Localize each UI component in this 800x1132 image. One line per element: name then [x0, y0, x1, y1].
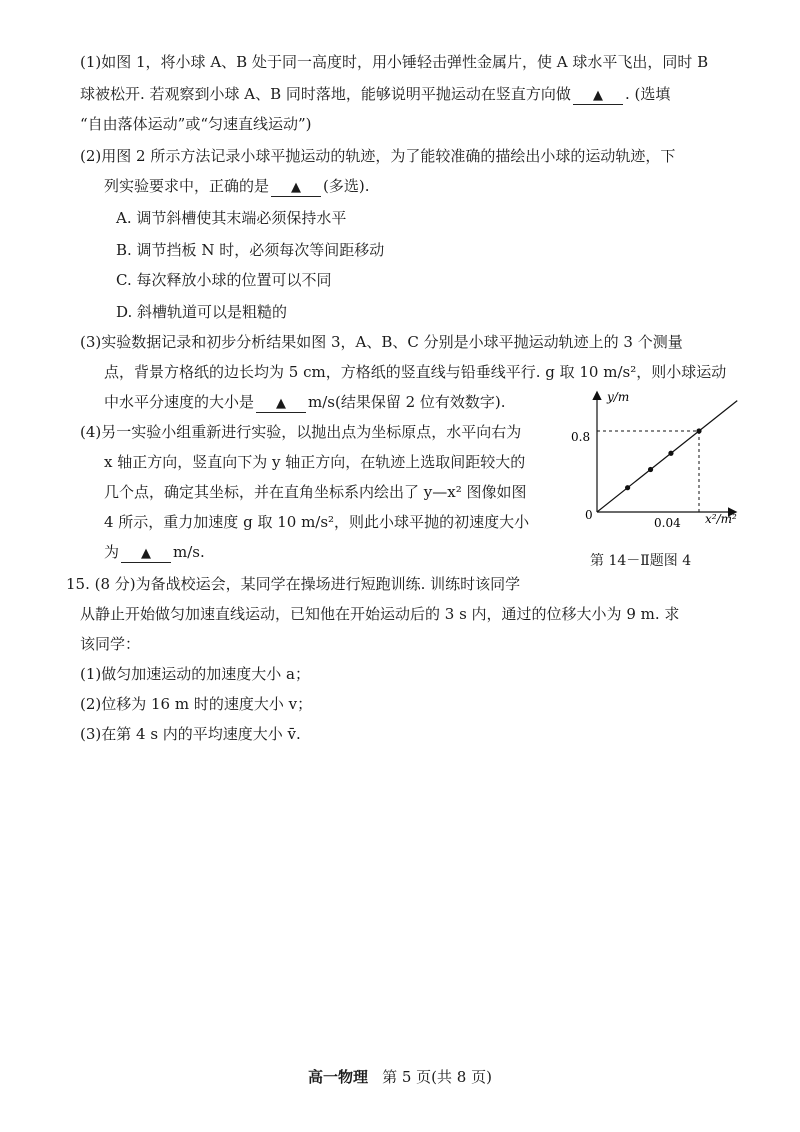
q14-p4-line1: (4)另一实验小组重新进行实验，以抛出点为坐标原点，水平向右为 — [80, 423, 522, 441]
q14-p3-line2: 点，背景方格纸的边长均为 5 cm，方格纸的竖直线与铅垂线平行. g 取 10 m/s²，则小球运动 — [104, 363, 727, 381]
data-point-1 — [625, 485, 630, 490]
q14-p3-line3-text: 中水平分速度的大小是 — [104, 393, 255, 411]
option-a: A. 调节斜槽使其末端必须保持水平 — [116, 209, 347, 227]
page-footer — [0, 1066, 800, 1087]
data-point-3 — [668, 451, 673, 456]
data-point-4 — [696, 428, 701, 433]
q14-p4-line2: x 轴正方向，竖直向下为 y 轴正方向，在轨迹上选取间距较大的 — [104, 453, 526, 471]
q15-sub1: (1)做匀加速运动的加速度大小 a； — [80, 665, 310, 683]
figure-4-chart — [565, 387, 745, 547]
triangle-icon: ▲ — [592, 88, 603, 103]
option-c: C. 每次释放小球的位置可以不同 — [116, 271, 332, 289]
data-point-2 — [648, 467, 653, 472]
q15-sub3: (3)在第 4 s 内的平均速度大小 v̄. — [80, 725, 301, 743]
q14-p2-line2-text: 列实验要求中，正确的是 — [104, 177, 270, 195]
y-axis-label: y/m — [607, 390, 630, 404]
footer-subject: 高一物理 — [308, 1068, 369, 1086]
q14-p1-line3: “自由落体运动”或“匀速直线运动”) — [80, 115, 312, 133]
x-axis-label: x²/m² — [705, 512, 737, 526]
q14-p4-line5 — [104, 542, 205, 563]
q14-p4-line4: 4 所示，重力加速度 g 取 10 m/s²，则此小球平抛的初速度大小 — [104, 513, 530, 531]
y-tick-label: 0.8 — [571, 430, 591, 444]
q14-p4-line5-text: 为 — [104, 543, 120, 561]
q14-p1-line2-tail: . (选填 — [624, 85, 671, 103]
answer-blank-2[interactable] — [271, 178, 321, 197]
triangle-icon: ▲ — [276, 396, 287, 411]
q14-p1-line2 — [80, 84, 670, 105]
triangle-icon: ▲ — [141, 546, 152, 561]
q14-p3-line1: (3)实验数据记录和初步分析结果如图 3，A、B、C 分别是小球平抛运动轨迹上的 3 个测量 — [80, 333, 683, 351]
q15-line3: 该同学： — [80, 635, 141, 653]
origin-label: 0 — [585, 508, 593, 522]
fit-line — [597, 401, 737, 512]
answer-blank-4[interactable] — [121, 544, 171, 563]
q15-line2: 从静止开始做匀加速直线运动，已知他在开始运动后的 3 s 内，通过的位移大小为 9 m. 求 — [80, 605, 680, 623]
q15-sub2: (2)位移为 16 m 时的速度大小 v； — [80, 695, 313, 713]
option-d: D. 斜槽轨道可以是粗糙的 — [116, 303, 288, 321]
answer-blank-1[interactable] — [573, 86, 623, 105]
q14-p1-line2-text: 球被松开. 若观察到小球 A、B 同时落地，能够说明平抛运动在竖直方向做 — [80, 85, 571, 103]
q14-p1-line1: (1)如图 1，将小球 A、B 处于同一高度时，用小锤轻击弹性金属片，使 A 球水平飞出，同时 B — [80, 53, 709, 71]
q14-p3-line3-tail: m/s(结果保留 2 位有效数字). — [308, 393, 506, 411]
triangle-icon: ▲ — [291, 180, 302, 195]
q14-p3-line3 — [104, 392, 506, 413]
option-b: B. 调节挡板 N 时，必须每次等间距移动 — [116, 241, 385, 259]
q14-p4-line5-tail: m/s. — [173, 543, 205, 561]
footer-page-number: 第 5 页(共 8 页) — [382, 1068, 492, 1086]
answer-blank-3[interactable] — [256, 394, 306, 413]
q14-p2-line2 — [104, 176, 370, 197]
q14-p4-line3: 几个点，确定其坐标，并在直角坐标系内绘出了 y—x² 图像如图 — [104, 483, 527, 501]
x-tick-label: 0.04 — [654, 516, 681, 530]
figure-4-caption: 第 14－Ⅱ题图 4 — [590, 553, 692, 569]
q15-line1: 15. (8 分)为备战校运会，某同学在操场进行短跑训练. 训练时该同学 — [66, 575, 521, 593]
q14-p2-line2-tail: (多选). — [323, 177, 370, 195]
q14-p2-line1: (2)用图 2 所示方法记录小球平抛运动的轨迹，为了能较准确的描绘出小球的运动轨迹，下 — [80, 147, 676, 165]
